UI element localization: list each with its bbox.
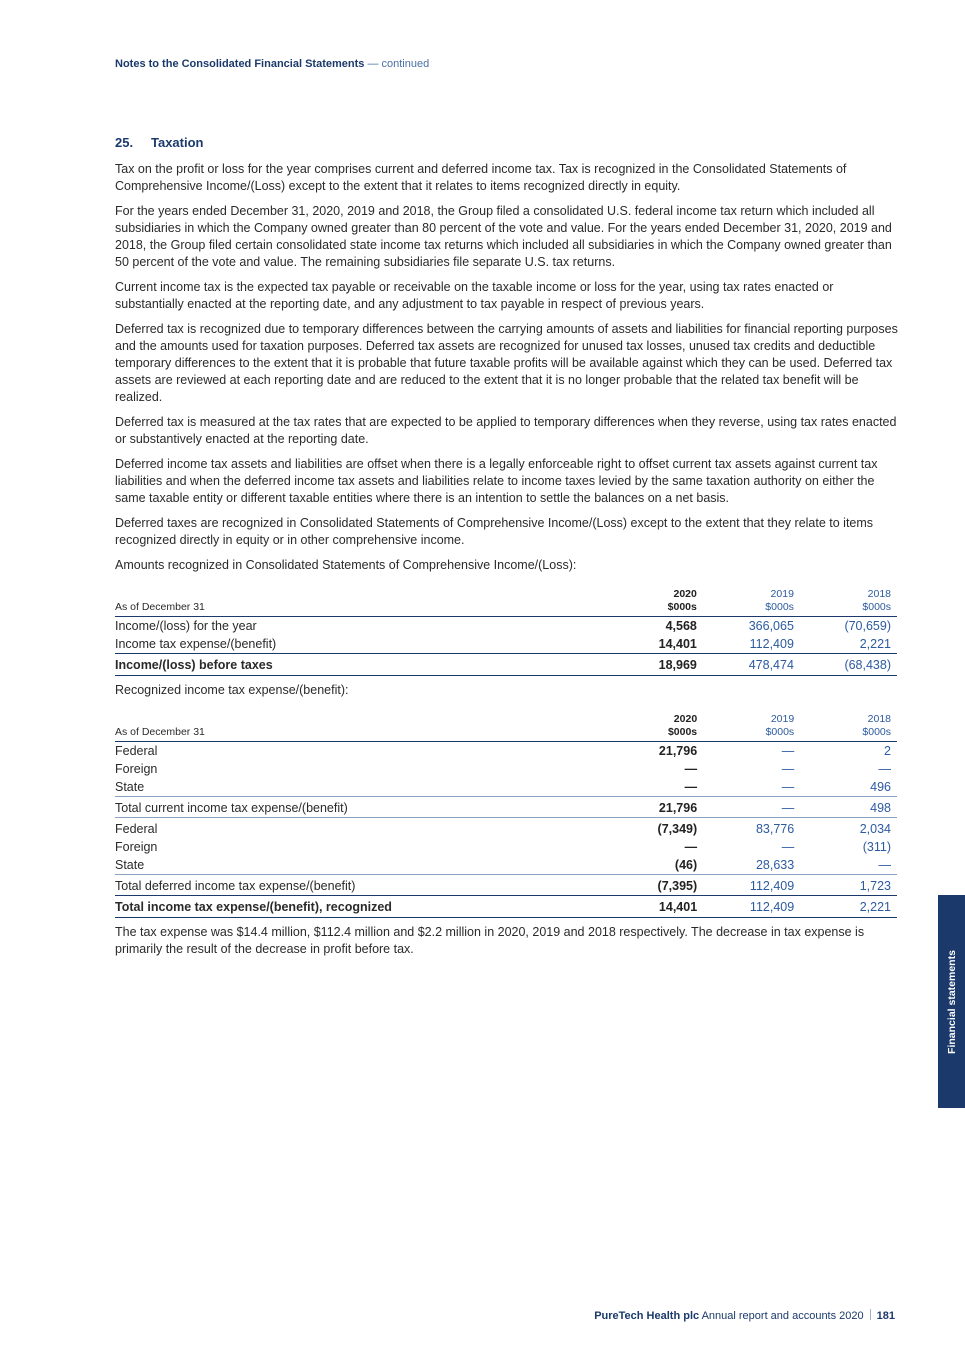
- value-2020: 18,969: [603, 654, 703, 676]
- table-row: [115, 838, 897, 856]
- value-2020: 4,568: [665, 619, 697, 633]
- value-2018: 496: [870, 780, 891, 794]
- row-label: Total current income tax expense/(benefit): [115, 797, 603, 818]
- value-2018: 2,034: [800, 818, 897, 839]
- value-2019: —: [781, 780, 795, 794]
- paragraph: Deferred tax is recognized due to temporary differences between the carrying amounts of assets and liabilities for financial reporting purposes and the amounts used for taxation purposes. Deferred tax assets are recognized for unused tax losses, unused tax credits and deductible temporary differences to the extent that it is probable that future taxable profits will be available against which they can be used. Deferred tax assets are reviewed at each reporting date and are reduced to the extent that it is no longer probable that the related tax benefit will be realized.: [115, 322, 898, 404]
- row-label: Federal: [115, 818, 603, 839]
- value-2019: —: [781, 762, 795, 776]
- row-label: Total income tax expense/(benefit), recognized: [115, 896, 603, 918]
- column-header-2018: 2018 $000s: [800, 707, 897, 742]
- row-label: Income/(loss) for the year: [115, 619, 257, 633]
- table-row: [115, 635, 897, 654]
- label-header: As of December 31: [115, 707, 603, 742]
- section-title: Taxation: [151, 135, 204, 150]
- value-2018: (70,659): [844, 619, 891, 633]
- side-tab-label: Financial statements: [945, 949, 958, 1054]
- section-side-tab[interactable]: [938, 895, 965, 1108]
- column-header-2020: 2020 $000s: [603, 707, 703, 742]
- paragraph: Current income tax is the expected tax payable or receivable on the taxable income or loss for the year, using tax rates enacted or substantially enacted at the reporting date, and any adjustment to tax payable in respect of previous years.: [115, 280, 834, 311]
- table-total-row: [115, 654, 897, 676]
- value-2018: 2,221: [859, 637, 891, 651]
- value-2020: —: [684, 762, 698, 776]
- page-number: 181: [876, 1310, 895, 1322]
- table-header-row: [115, 707, 897, 742]
- row-label: Foreign: [115, 840, 158, 854]
- table-subtotal-row: [115, 797, 897, 818]
- table-header-row: [115, 582, 897, 617]
- paragraph: Deferred tax is measured at the tax rates that are expected to be applied to temporary differences when they reverse, using tax rates enacted or substantively enacted at the reporting date.: [115, 415, 897, 446]
- footer-company: PureTech Health plc: [594, 1310, 700, 1322]
- paragraph: For the years ended December 31, 2020, 2019 and 2018, the Group filed a consolidated U.S. federal income tax return which included all subsidiaries in which the Company owned greater than 80 percent of the vote and value. For the years ended December 31, 2020, 2019 and 2018, the Group filed certain consolidated state income tax returns which included all subsidiaries in which the Company owned greater than 50 percent of the vote and value. The remaining subsidiaries file separate U.S. tax returns.: [115, 204, 892, 269]
- value-2020: —: [684, 780, 698, 794]
- paragraph: Deferred taxes are recognized in Consolidated Statements of Comprehensive Income/(Loss) except to the extent that they relate to items recognized directly in equity or in other comprehensive income.: [115, 516, 874, 547]
- value-2019: —: [703, 797, 800, 818]
- column-header-2019: 2019 $000s: [703, 582, 800, 617]
- column-header-2019: 2019 $000s: [703, 707, 800, 742]
- row-label: Foreign: [115, 762, 158, 776]
- table2-intro: Recognized income tax expense/(benefit):: [115, 683, 349, 697]
- row-label: Total deferred income tax expense/(benefit): [115, 875, 603, 896]
- header-title: Notes to the Consolidated Financial Statements: [115, 58, 365, 70]
- section-number: 25.: [115, 135, 134, 150]
- value-2019: —: [781, 840, 795, 854]
- value-2020: 14,401: [603, 896, 703, 918]
- table-row: [115, 818, 897, 839]
- value-2019: —: [781, 744, 795, 758]
- value-2018: 2: [884, 744, 891, 758]
- main-content: [115, 135, 900, 966]
- running-header: [115, 58, 429, 70]
- income-reconciliation-table: [115, 582, 897, 676]
- row-label: State: [115, 858, 145, 872]
- row-label: State: [115, 780, 145, 794]
- label-header: As of December 31: [115, 582, 603, 617]
- value-2019: 83,776: [703, 818, 800, 839]
- page-footer: [594, 1309, 895, 1322]
- value-2019: 112,409: [703, 896, 800, 918]
- table-row: [115, 778, 897, 797]
- value-2020: 21,796: [603, 797, 703, 818]
- value-2018: (311): [862, 840, 891, 854]
- footer-divider: [870, 1309, 871, 1320]
- value-2019: 28,633: [755, 858, 795, 872]
- table-row: [115, 617, 897, 636]
- value-2020: (7,395): [603, 875, 703, 896]
- row-label: Income tax expense/(benefit): [115, 637, 277, 651]
- table-row: [115, 742, 897, 761]
- table-row: [115, 760, 897, 778]
- value-2018: —: [878, 762, 891, 776]
- value-2020: (46): [674, 858, 698, 872]
- table1-intro: Amounts recognized in Consolidated Statements of Comprehensive Income/(Loss):: [115, 558, 577, 572]
- paragraph: Tax on the profit or loss for the year comprises current and deferred income tax. Tax is recognized in the Consolidated Statements of Comprehensive Income/(Loss) except to the extent that it relates to items recognized directly in equity.: [115, 162, 847, 193]
- closing-paragraph: The tax expense was $14.4 million, $112.4 million and $2.2 million in 2020, 2019 and 2018 respectively. The decrease in tax expense is primarily the result of the decrease in profit before tax.: [115, 925, 865, 956]
- value-2018: —: [878, 858, 891, 872]
- table-row: [115, 856, 897, 875]
- row-label: Income/(loss) before taxes: [115, 654, 603, 676]
- value-2019: 366,065: [748, 619, 794, 633]
- value-2018: 498: [800, 797, 897, 818]
- paragraph: Deferred income tax assets and liabilities are offset when there is a legally enforceable right to offset current tax assets against current tax liabilities and when the deferred income tax assets and liabilities relate to income taxes levied by the same taxation authority on either the same taxable entity or different taxable entities where there is an intention to settle the balances on a net basis.: [115, 457, 878, 505]
- footer-report: Annual report and accounts 2020: [701, 1310, 864, 1322]
- value-2020: 14,401: [658, 637, 697, 651]
- section-heading: [115, 135, 900, 150]
- value-2018: 1,723: [800, 875, 897, 896]
- value-2020: —: [684, 840, 698, 854]
- value-2020: 21,796: [658, 744, 698, 758]
- column-header-2018: 2018 $000s: [800, 582, 897, 617]
- row-label: Federal: [115, 744, 158, 758]
- column-header-2020: 2020 $000s: [603, 582, 703, 617]
- value-2018: 2,221: [800, 896, 897, 918]
- value-2019: 478,474: [703, 654, 800, 676]
- value-2018: (68,438): [800, 654, 897, 676]
- value-2019: 112,409: [703, 875, 800, 896]
- header-continued: — continued: [367, 58, 430, 70]
- tax-expense-table: [115, 707, 897, 918]
- table-subtotal-row: [115, 875, 897, 896]
- value-2020: (7,349): [603, 818, 703, 839]
- table-total-row: [115, 896, 897, 918]
- value-2019: 112,409: [749, 637, 794, 651]
